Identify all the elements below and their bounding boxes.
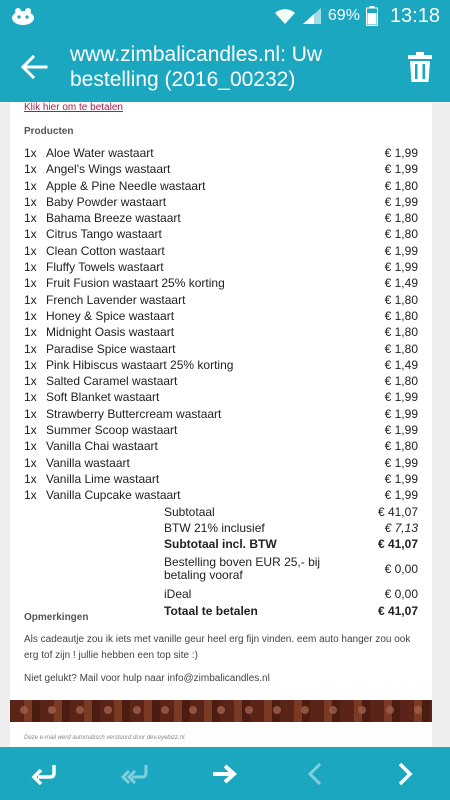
order-item-row (24, 145, 418, 161)
item-name: Salted Caramel wastaart (46, 374, 178, 389)
item-name: Citrus Tango wastaart (46, 227, 162, 242)
page-title: www.zimbalicandles.nl: Uw bestelling (2016_00232) (70, 43, 323, 91)
item-price: € 1,99 (384, 390, 418, 405)
item-quantity: 1x (24, 260, 37, 275)
item-name: Angel's Wings wastaart (46, 162, 171, 177)
order-item-row (24, 226, 418, 242)
item-name: Honey & Spice wastaart (46, 308, 175, 323)
order-item-row (24, 194, 418, 210)
item-price: € 1,80 (384, 292, 418, 307)
wifi-icon (274, 7, 296, 25)
item-name: Fruit Fusion wastaart 25% korting (46, 276, 225, 291)
email-body[interactable] (10, 102, 432, 747)
item-name: Pink Hibiscus wastaart 25% korting (46, 357, 234, 372)
app-notification-icon (10, 6, 36, 26)
item-price: € 1,99 (384, 243, 418, 258)
item-quantity: 1x (24, 146, 37, 160)
order-item-row (24, 389, 418, 405)
item-price: € 1,80 (384, 325, 418, 340)
clock: 13:18 (389, 4, 440, 27)
item-name: Baby Powder wastaart (46, 194, 167, 209)
item-price: € 1,99 (384, 406, 418, 421)
payment-method-row: iDeal € 0,00 (164, 587, 418, 602)
previous-icon[interactable] (300, 759, 330, 789)
item-quantity: 1x (24, 162, 37, 177)
item-name: Soft Blanket wastaart (46, 390, 160, 405)
products-heading: Producten (24, 126, 74, 137)
item-price: € 1,99 (384, 260, 418, 275)
item-price: € 1,49 (384, 357, 418, 372)
item-price: € 1,99 (384, 162, 418, 177)
order-item-row (24, 210, 418, 226)
item-quantity: 1x (24, 194, 37, 209)
order-item-row (24, 275, 418, 291)
status-bar (0, 0, 450, 32)
shipping-row: Bestelling boven EUR 25,- bij betaling vooraf € 0,00 (164, 555, 418, 583)
order-item-row (24, 259, 418, 275)
item-quantity: 1x (24, 357, 37, 372)
order-item-row (24, 324, 418, 340)
item-price: € 1,80 (384, 374, 418, 389)
item-quantity: 1x (24, 390, 37, 405)
total-row: Totaal te betalen € 41,07 (164, 603, 418, 618)
item-quantity: 1x (24, 423, 37, 438)
battery-percent: 69% (327, 7, 360, 24)
item-quantity: 1x (24, 308, 37, 323)
signal-icon (302, 7, 322, 25)
order-item-row (24, 308, 418, 324)
item-name: Apple & Pine Needle wastaart (46, 178, 206, 193)
bottom-toolbar (0, 747, 450, 800)
pay-link[interactable]: Klik hier om te betalen (24, 102, 123, 113)
item-name: Fluffy Towels wastaart (46, 260, 164, 275)
item-name: Clean Cotton wastaart (46, 243, 165, 258)
app-bar (0, 32, 450, 102)
item-price: € 1,49 (384, 276, 418, 291)
banner-ornament (10, 706, 432, 716)
next-icon[interactable] (390, 759, 420, 789)
item-name: Summer Scoop wastaart (46, 423, 178, 438)
item-name: Vanilla Chai wastaart (46, 439, 158, 454)
item-price: € 1,99 (384, 471, 418, 486)
reply-icon[interactable] (30, 759, 60, 789)
footer-note: Deze e-mail werd automatisch verstuurd door dev.eyebizz.nl. (24, 735, 186, 741)
item-name: Vanilla Cupcake wastaart (46, 488, 181, 503)
item-quantity: 1x (24, 178, 37, 193)
item-quantity: 1x (24, 455, 37, 470)
item-name: Strawberry Buttercream wastaart (46, 406, 222, 421)
order-item-row (24, 438, 418, 454)
item-quantity: 1x (24, 325, 37, 340)
subtotal-incl-row: Subtotaal incl. BTW € 41,07 (164, 537, 418, 552)
item-price: € 1,99 (384, 423, 418, 438)
item-price: € 1,80 (384, 227, 418, 242)
item-name: Vanilla Lime wastaart (46, 471, 160, 486)
order-item-row (24, 455, 418, 471)
item-price: € 1,80 (384, 211, 418, 226)
item-price: € 1,80 (384, 308, 418, 323)
item-quantity: 1x (24, 488, 37, 503)
back-arrow-icon[interactable] (20, 53, 48, 81)
item-price: € 1,80 (384, 341, 418, 356)
order-item-row (24, 406, 418, 422)
order-item-row (24, 341, 418, 357)
item-price: € 1,80 (384, 178, 418, 193)
item-quantity: 1x (24, 276, 37, 291)
item-quantity: 1x (24, 406, 37, 421)
reply-all-icon[interactable] (120, 759, 150, 789)
order-item-row (24, 487, 418, 503)
order-item-row (24, 292, 418, 308)
order-item-row (24, 243, 418, 259)
order-item-row (24, 422, 418, 438)
item-quantity: 1x (24, 374, 37, 389)
order-item-row (24, 161, 418, 177)
item-name: Bahama Breeze wastaart (46, 211, 181, 226)
order-item-row (24, 178, 418, 194)
order-item-row (24, 357, 418, 373)
order-table (24, 145, 418, 619)
forward-icon[interactable] (210, 759, 240, 789)
order-item-row (24, 471, 418, 487)
item-name: Vanilla wastaart (46, 455, 130, 470)
item-price: € 1,99 (384, 194, 418, 209)
item-name: Midnight Oasis wastaart (46, 325, 175, 340)
battery-icon (366, 6, 378, 26)
item-quantity: 1x (24, 471, 37, 486)
item-quantity: 1x (24, 227, 37, 242)
item-price: € 1,99 (384, 146, 418, 160)
help-text: Niet gelukt? Mail voor hulp naar info@zimbalicandles.nl (24, 673, 270, 684)
remarks-heading: Opmerkingen (24, 612, 89, 623)
item-quantity: 1x (24, 292, 37, 307)
order-item-row (24, 373, 418, 389)
delete-icon[interactable] (406, 52, 434, 82)
item-price: € 1,80 (384, 439, 418, 454)
item-price: € 1,99 (384, 455, 418, 470)
item-name: Paradise Spice wastaart (46, 341, 176, 356)
item-quantity: 1x (24, 341, 37, 356)
item-quantity: 1x (24, 243, 37, 258)
item-quantity: 1x (24, 211, 37, 226)
item-name: Aloe Water wastaart (46, 146, 154, 160)
subtotal-row: Subtotaal € 41,07 (164, 504, 418, 519)
remarks-text: Als cadeautje zou ik iets met vanille geur heel erg fijn vinden. eem auto hanger zou ook erg tof zijn ! jullie hebben een top site :) (24, 634, 411, 661)
item-name: French Lavender wastaart (46, 292, 186, 307)
item-quantity: 1x (24, 439, 37, 454)
vat-row: BTW 21% inclusief € 7,13 (164, 520, 418, 535)
item-price: € 1,99 (384, 488, 418, 503)
